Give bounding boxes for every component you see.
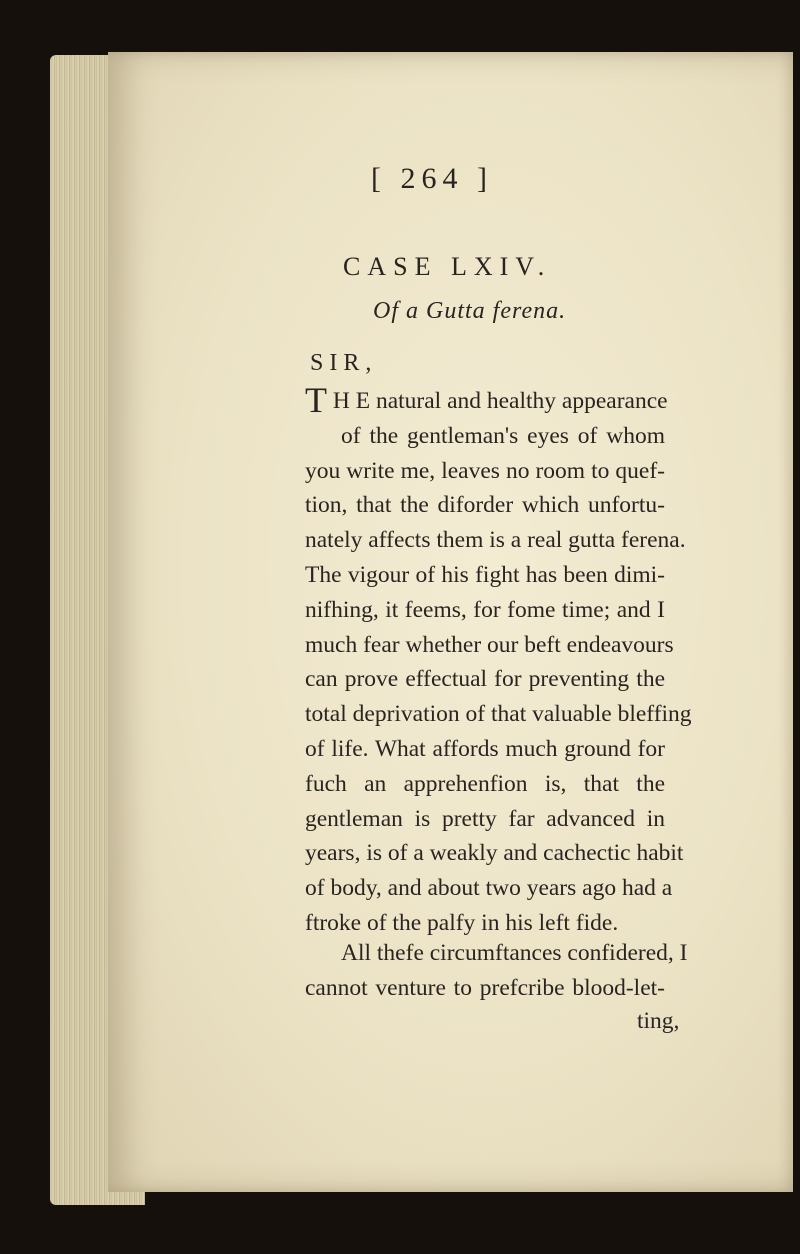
text-line: of body, and about two years ago had a bbox=[305, 875, 673, 902]
text-line: you write me, leaves no room to quef- bbox=[305, 457, 665, 484]
text-line: of the gentleman's eyes of whom bbox=[341, 422, 665, 449]
paragraph-2 bbox=[305, 936, 688, 1006]
case-subtitle: Of a Gutta ferena. bbox=[373, 298, 567, 324]
drop-cap: T bbox=[305, 380, 327, 420]
text-line: ftroke of the palfy in his left fide. bbox=[305, 909, 619, 936]
text-line: nately affects them is a real gutta ferena. bbox=[305, 527, 686, 554]
text-line: of life. What affords much ground for bbox=[305, 735, 665, 762]
text-line: can prove effectual for preventing the bbox=[305, 666, 665, 693]
text-line: nifhing, it feems, for fome time; and I bbox=[305, 596, 665, 623]
text-line: T H E natural and healthy appearance bbox=[305, 380, 668, 420]
paragraph-1 bbox=[305, 380, 692, 941]
text-line: cannot venture to prefcribe blood-let- bbox=[305, 974, 665, 1001]
text-line: gentleman is pretty far advanced in bbox=[305, 805, 665, 832]
text-line: fuch an apprehenfion is, that the bbox=[305, 770, 665, 797]
text-line: tion, that the diforder which unfortu- bbox=[305, 492, 665, 519]
case-title: CASE LXIV. bbox=[343, 252, 552, 281]
salutation: SIR, bbox=[310, 350, 378, 376]
text-line: much fear whether our beft endeavours bbox=[305, 631, 674, 658]
running-head: [ 264 ] bbox=[371, 162, 493, 195]
text-line: The vigour of his fight has been dimi- bbox=[305, 561, 665, 588]
catchword: ting, bbox=[637, 1008, 680, 1034]
text-line: total deprivation of that valuable bleffing bbox=[305, 701, 692, 728]
text-line: years, is of a weakly and cachectic habit bbox=[305, 840, 684, 867]
text-line: All thefe circumftances confidered, I bbox=[341, 940, 688, 966]
